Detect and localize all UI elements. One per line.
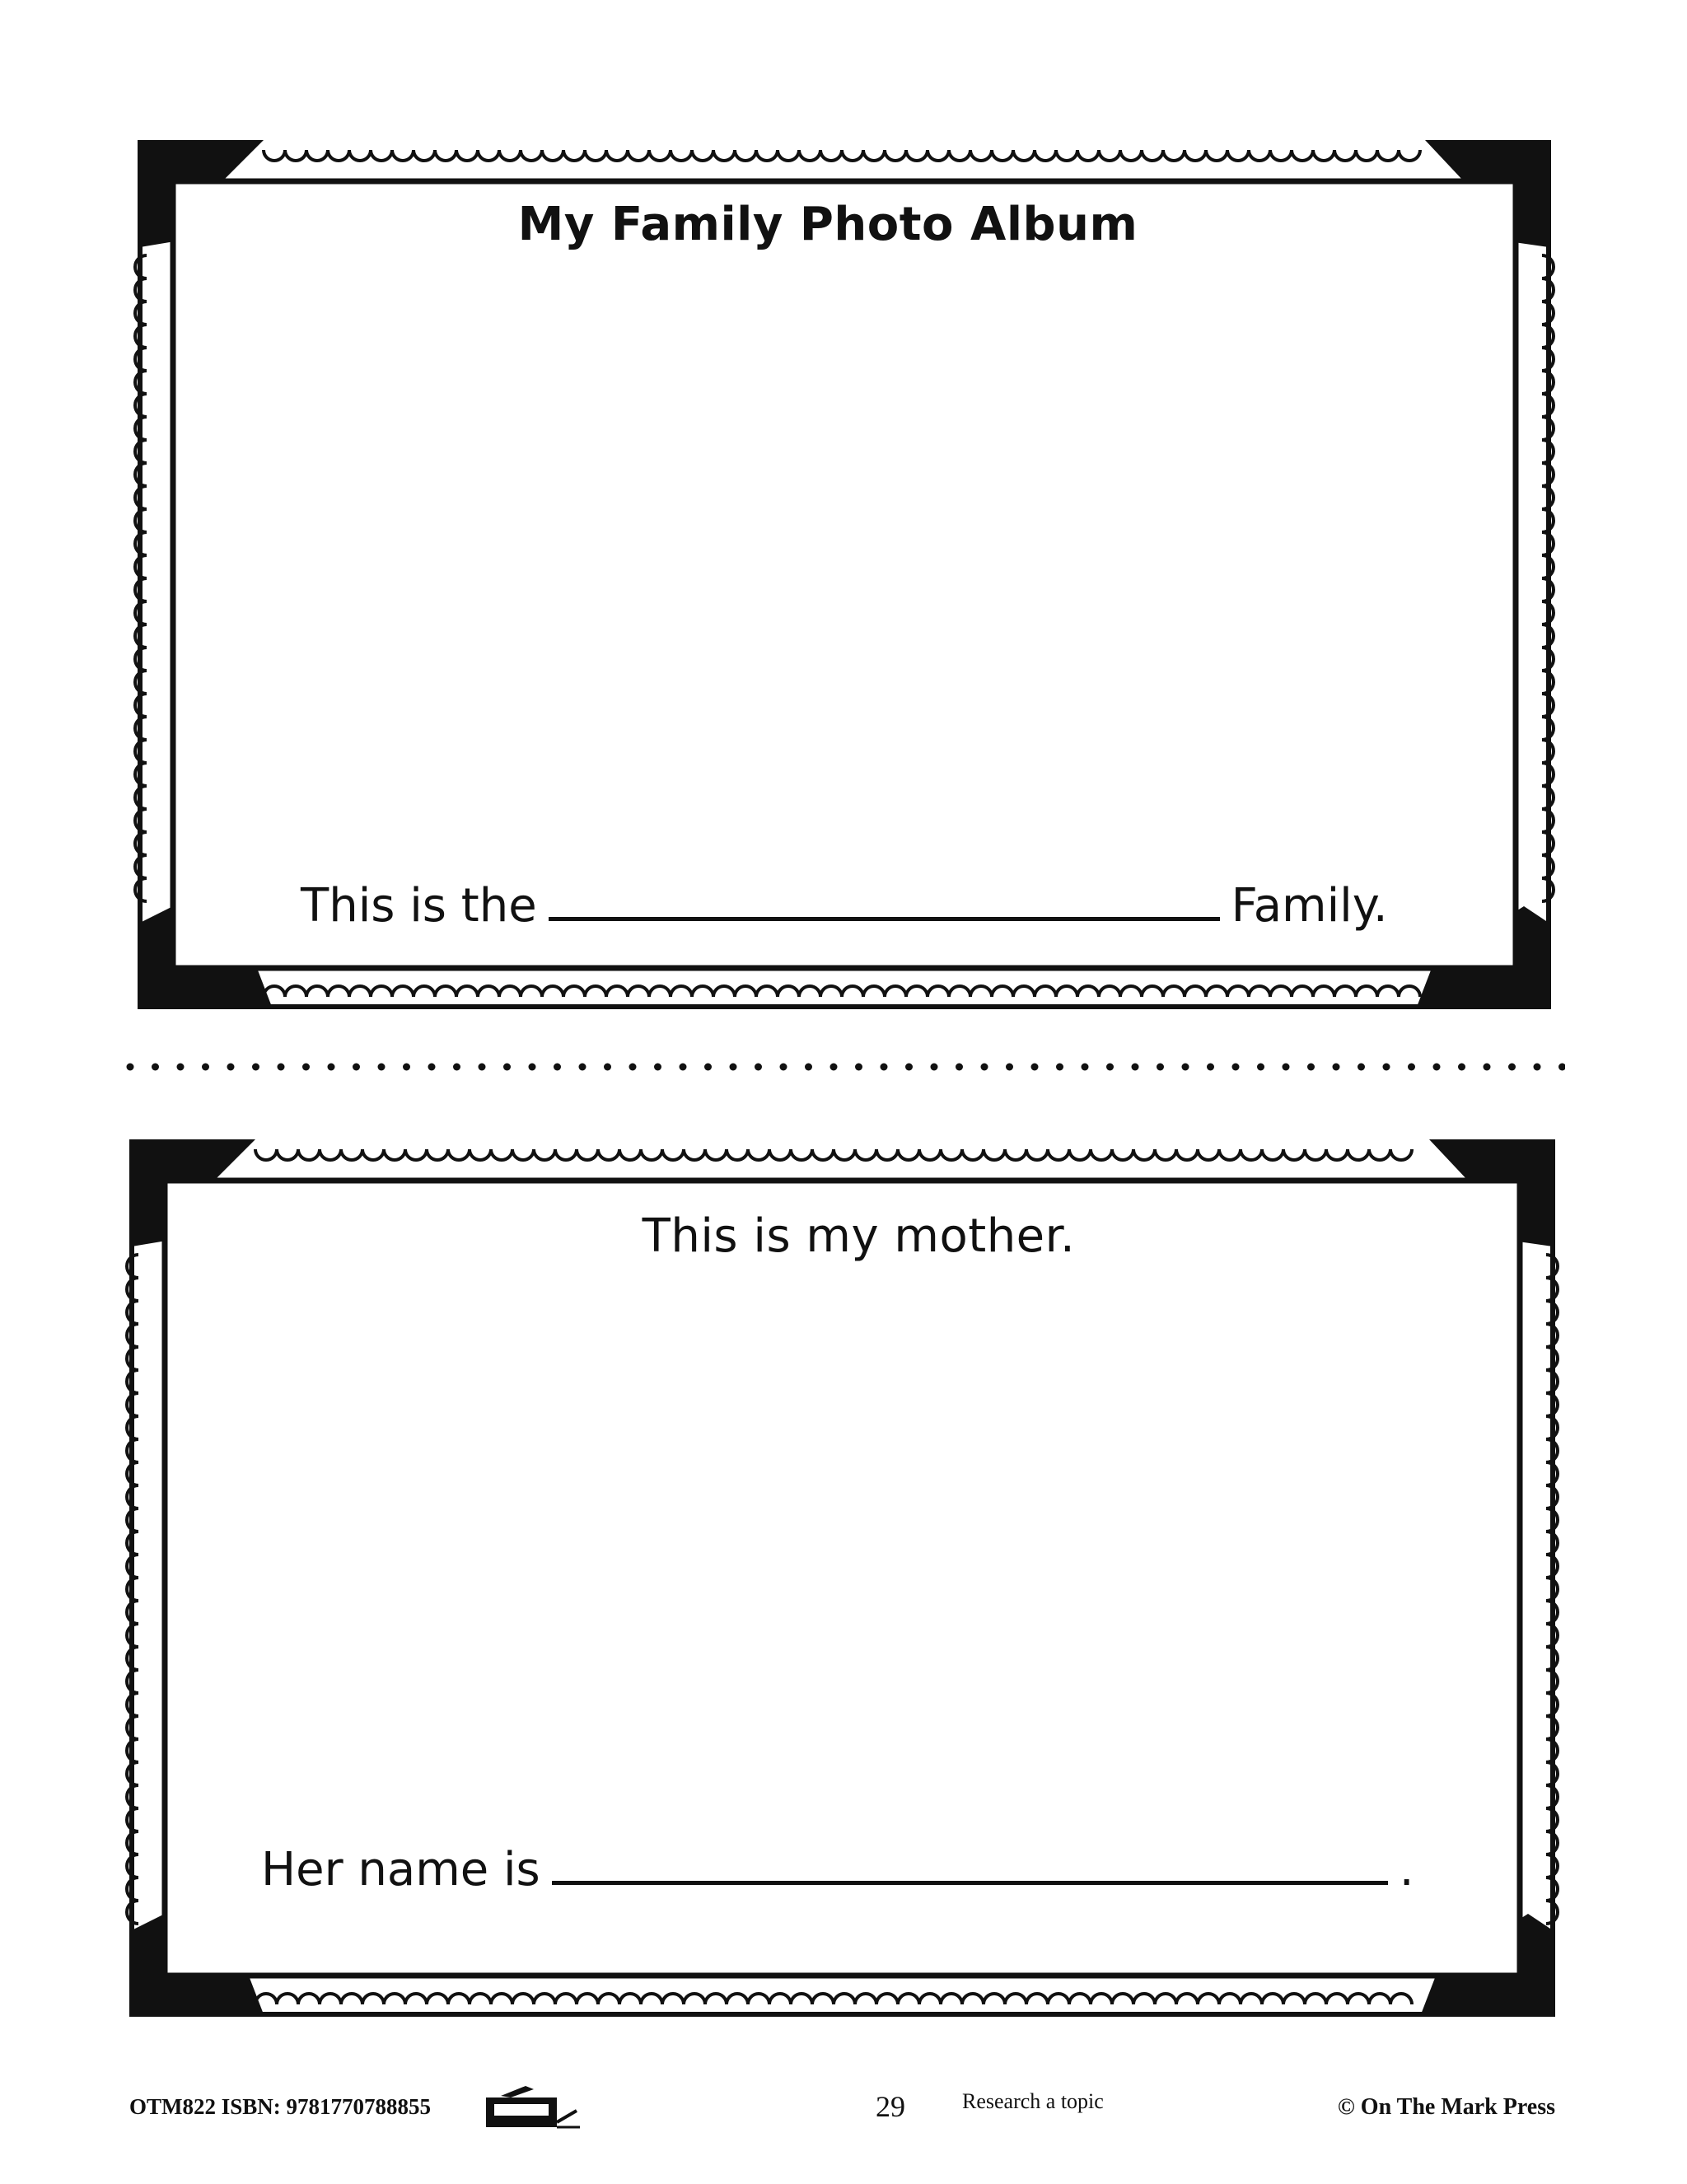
- card-title: This is my mother.: [642, 1209, 1076, 1263]
- divider-dot: [302, 1064, 310, 1071]
- divider-dot: [177, 1064, 185, 1071]
- divider-dot: [1132, 1064, 1139, 1071]
- mother-name-blank[interactable]: [552, 1840, 1388, 1885]
- divider-dot: [981, 1064, 988, 1071]
- photo-album-card-cover: [140, 140, 1549, 1007]
- divider-dot: [1232, 1064, 1240, 1071]
- divider-dot: [1307, 1064, 1315, 1071]
- divider-dot: [278, 1064, 285, 1071]
- photocopier-icon: [484, 2084, 583, 2130]
- prompt-after: .: [1399, 1843, 1414, 1896]
- divider-dot: [704, 1064, 712, 1071]
- card-title: My Family Photo Album: [517, 198, 1138, 251]
- divider-dot: [453, 1064, 460, 1071]
- divider-dot: [1383, 1064, 1390, 1071]
- publisher-label: © On The Mark Press: [1337, 2094, 1555, 2120]
- divider-dot: [328, 1064, 335, 1071]
- divider-dot: [554, 1064, 561, 1071]
- divider-dot: [1157, 1064, 1164, 1071]
- divider-dot: [755, 1064, 762, 1071]
- divider-dot: [579, 1064, 586, 1071]
- divider-dot: [680, 1064, 687, 1071]
- divider-dot: [1031, 1064, 1039, 1071]
- divider-dot: [1006, 1064, 1013, 1071]
- prompt-after: Family.: [1231, 879, 1388, 933]
- divider-dot: [1484, 1064, 1491, 1071]
- divider-dot: [780, 1064, 787, 1071]
- divider-dot: [428, 1064, 436, 1071]
- divider-dot: [353, 1064, 360, 1071]
- divider-dot: [654, 1064, 661, 1071]
- divider-dot: [629, 1064, 637, 1071]
- divider-dot: [1257, 1064, 1264, 1071]
- divider-dot: [830, 1064, 838, 1071]
- divider-dot: [1333, 1064, 1340, 1071]
- photo-album-card-mother: [132, 1139, 1553, 2014]
- divider-dot: [1458, 1064, 1465, 1071]
- family-name-blank[interactable]: [549, 876, 1220, 921]
- divider-dot: [1106, 1064, 1114, 1071]
- divider-dot: [956, 1064, 963, 1071]
- divider-dot: [479, 1064, 486, 1071]
- isbn-label: OTM822 ISBN: 9781770788855: [129, 2094, 432, 2119]
- divider-dot: [529, 1064, 536, 1071]
- family-name-prompt: [301, 876, 1388, 933]
- divider-dot: [1408, 1064, 1415, 1071]
- page-footer: [0, 2084, 1687, 2134]
- divider-dot: [378, 1064, 386, 1071]
- divider-dot: [1283, 1064, 1290, 1071]
- divider-dot: [1207, 1064, 1214, 1071]
- divider-dot: [805, 1064, 812, 1071]
- topic-label: Research a topic: [962, 2089, 1104, 2113]
- divider-dot: [1056, 1064, 1063, 1071]
- divider-dot: [202, 1064, 209, 1071]
- divider-dot: [1182, 1064, 1189, 1071]
- divider-dot: [1558, 1064, 1565, 1071]
- dotted-divider: [124, 1061, 1565, 1073]
- divider-dot: [1082, 1064, 1089, 1071]
- divider-dot: [1433, 1064, 1441, 1071]
- divider-dot: [1508, 1064, 1516, 1071]
- prompt-before: This is the: [301, 879, 537, 933]
- divider-dot: [1358, 1064, 1365, 1071]
- divider-dot: [152, 1064, 159, 1071]
- page-number: 29: [876, 2090, 905, 2123]
- divider-dot: [730, 1064, 737, 1071]
- divider-dot: [403, 1064, 410, 1071]
- divider-dot: [931, 1064, 938, 1071]
- divider-dot: [855, 1064, 862, 1071]
- mother-name-prompt: [261, 1840, 1414, 1896]
- divider-dot: [604, 1064, 611, 1071]
- divider-dot: [127, 1064, 134, 1071]
- divider-dot: [503, 1064, 511, 1071]
- divider-dot: [1534, 1064, 1541, 1071]
- divider-dot: [905, 1064, 913, 1071]
- prompt-before: Her name is: [261, 1843, 540, 1896]
- divider-dot: [227, 1064, 235, 1071]
- divider-dot: [881, 1064, 888, 1071]
- divider-dot: [252, 1064, 259, 1071]
